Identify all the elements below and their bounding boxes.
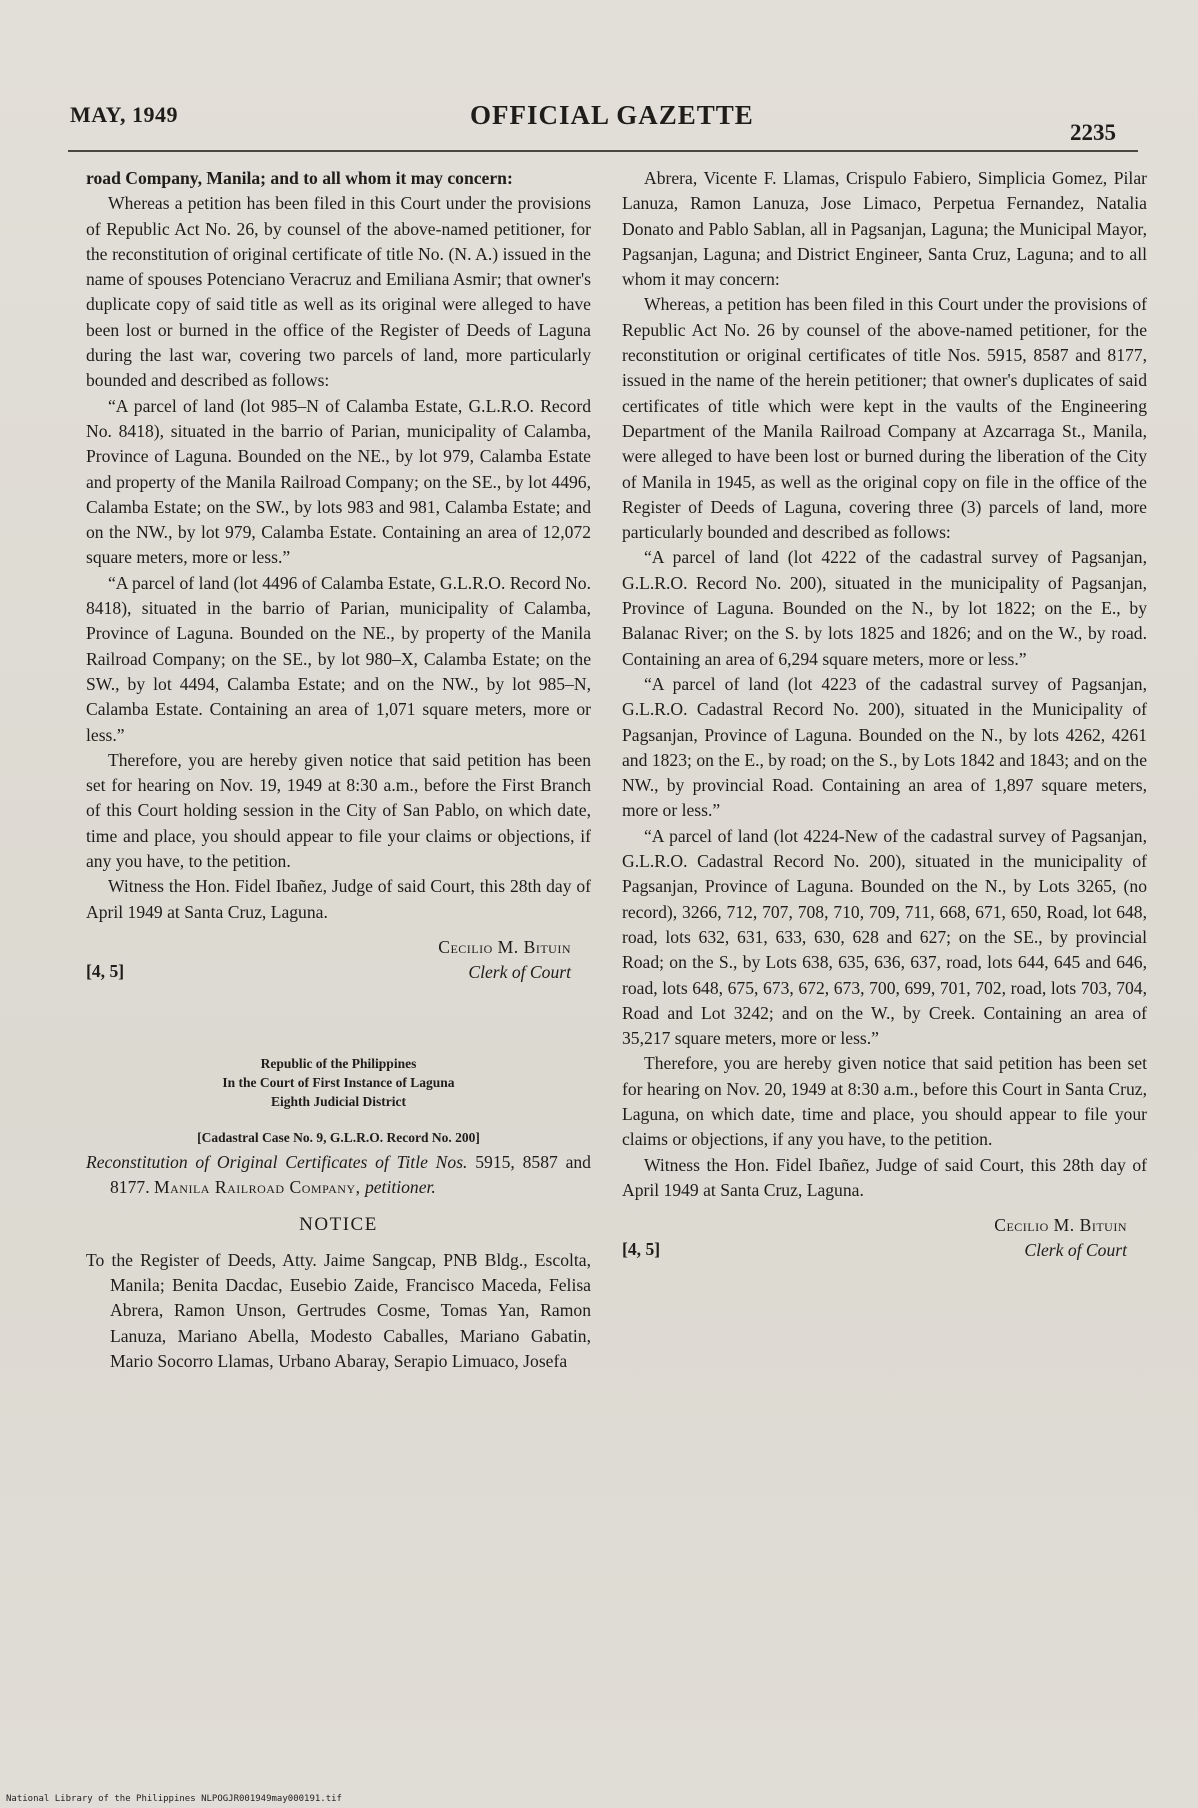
- scan-footer: [6, 1794, 342, 1804]
- page-number: 2235: [1070, 120, 1116, 145]
- addressees-continued: Abrera, Vicente F. Llamas, Crispulo Fabiero, Simplicia Gomez, Pilar Lanuza, Ramon Lanuza, Jose Limaco, Perpetua Fernandez, Natalia Donato and Pablo Sablan, all in Pagsanjan, Laguna; the Municipal Mayor, Pagsanjan, Laguna; and District Engineer, Santa Cruz, Laguna; and to all whom it may concern:: [622, 168, 1147, 290]
- whereas-paragraph: Whereas, a petition has been filed in this Court under the provisions of Republic Act No. 26 by counsel of the above-named petitioner, for the reconstitution or original certificates of title Nos. 5915, 8587 and 8177, issued in the name of the herein petitioner; that owner's duplicates of said certificates of title which were kept in the vaults of the Engineering Department of the Manila Railroad Company at Azcarraga St., Manila, were alleged to have been lost or burned during the liberation of the City of Manila in 1945, as well as the original copy on file in the office of the Register of Deeds of Laguna, covering three (3) parcels of land, more particularly bounded and described as follows:: [622, 294, 1147, 543]
- scan-file: NLPOGJR001949may000191.tif: [201, 1794, 342, 1804]
- recon-role: petitioner.: [364, 1177, 436, 1198]
- intro-paragraph: road Company, Manila; and to all whom it may concern:: [86, 168, 513, 188]
- whereas-paragraph: Whereas a petition has been filed in this Court under the provisions of Republic Act No. 26, by counsel of the above-named petitioner, for the reconstitution of original certificate of title No. (N. A.) issued in the name of spouses Potenciano Veracruz and Emiliana Asmir; that owner's duplicate copy of said title as well as its original were alleged to have been lost or burned in the office of the Register of Deeds of Laguna during the last war, covering two parcels of land, more particularly bounded and described as follows:: [86, 193, 591, 391]
- parcel-description-1: “A parcel of land (lot 985–N of Calamba Estate, G.L.R.O. Record No. 8418), situated in the barrio of Parian, municipality of Calamba, Province of Laguna. Bounded on the NE., by lot 979, Calamba Estate and property of the Manila Railroad Company; on the SE., by lot 4496, Calamba Estate; on the SW., by lots 983 and 981, Calamba Estate; and on the NW., by lot 979, Calamba Estate. Containing an area of 12,072 square meters, more or less.”: [86, 395, 591, 568]
- left-column: [86, 166, 591, 1374]
- recon-numbers: 5915, 8587 and 8177.: [110, 1151, 591, 1198]
- signatory-name: Cecilio M. Bituin: [438, 936, 571, 957]
- parcel-description-2: “A parcel of land (lot 4223 of the cadastral survey of Pagsanjan, G.L.R.O. Cadastral Record No. 200), situated in the Municipality of Pagsanjan, Province of Laguna. Bounded on the N., by lots 4262, 4261 and 1823; on the E., by road; on the S., by Lots 1842 and 1843; and on the NW., by provincial Road. Containing an area of 1,897 square meters, more or less.”: [622, 673, 1147, 821]
- court-header-line: Republic of the Philippines: [260, 1055, 417, 1071]
- right-column: [622, 166, 1147, 1264]
- addressees-paragraph: To the Register of Deeds, Atty. Jaime Sangcap, PNB Bldg., Escolta, Manila; Benita Dacdac, Eusebio Zaide, Francisco Maceda, Felisa Abrera, Ramon Unson, Gertrudes Cosme, Tomas Yan, Ramon Lanuza, Mariano Abella, Modesto Caballes, Mariano Gabatin, Mario Socorro Llamas, Urbano Abaray, Serapio Limuaco, Josefa: [86, 1249, 591, 1371]
- recon-party: Manila Railroad Company,: [154, 1177, 361, 1198]
- publication-title: OFFICIAL GAZETTE: [470, 100, 754, 130]
- witness-paragraph: Witness the Hon. Fidel Ibañez, Judge of said Court, this 28th day of April 1949 at Santa Cruz, Laguna.: [86, 876, 591, 922]
- signatory: [994, 1213, 1147, 1264]
- parcel-description-3: “A parcel of land (lot 4224-New of the cadastral survey of Pagsanjan, G.L.R.O. Cadastral Record No. 200), situated in the municipality of Pagsanjan, Province of Laguna. Bounded on the N., by Lots 3265, (no record), 3266, 712, 707, 708, 710, 709, 711, 668, 671, 650, Road, lot 648, road, lots 632, 631, 633, 630, 628 and 627; on the SE., by provincial Road; on the S., by Lots 638, 635, 636, 637, road, lots 644, 645 and 646, road, lots 648, 675, 673, 672, 673, 700, 699, 701, 702, road, lots 703, 704, Road and Lot 3242; and on the W., by Creek. Containing an area of 35,217 square meters, more or less.”: [622, 825, 1147, 1049]
- therefore-paragraph: Therefore, you are hereby given notice that said petition has been set for hearing on Nov. 19, 1949 at 8:30 a.m., before the First Branch of this Court holding session in the City of San Pablo, on which date, time and place, you should appear to file your claims or objections, if any you have, to the petition.: [86, 749, 591, 872]
- header-rule: [68, 150, 1138, 152]
- witness-paragraph: Witness the Hon. Fidel Ibañez, Judge of said Court, this 28th day of April 1949 at Santa Cruz, Laguna.: [622, 1154, 1147, 1200]
- court-header-line: In the Court of First Instance of Laguna: [222, 1074, 455, 1090]
- signatory: [438, 935, 591, 986]
- signature-block: [622, 1213, 1147, 1264]
- issue-reference: [4, 5]: [622, 1239, 661, 1260]
- court-header-line: Eighth Judicial District: [270, 1093, 406, 1109]
- scan-source: National Library of the Philippines: [6, 1794, 196, 1804]
- signatory-role: Clerk of Court: [468, 962, 571, 983]
- court-header: [86, 1054, 591, 1111]
- parcel-description-2: “A parcel of land (lot 4496 of Calamba Estate, G.L.R.O. Record No. 8418), situated in the barrio of Parian, municipality of Calamba, Province of Laguna. Bounded on the NE., by property of the Manila Railroad Company; on the SE., by lot 980–X, Calamba Estate; on the SW., by lot 4494, Calamba Estate; and on the NW., by lot 985–N, Calamba Estate. Containing an area of 1,071 square meters, more or less.”: [86, 572, 591, 745]
- issue-reference: [4, 5]: [86, 960, 125, 981]
- parcel-description-1: “A parcel of land (lot 4222 of the cadastral survey of Pagsanjan, G.L.R.O. Record No. 200), situated in the municipality of Pagsanjan, Province of Laguna. Bounded on the N., by lot 1822; on the E., by Balanac River; on the S. by lots 1825 and 1826; and on the W., by road. Containing an area of 6,294 square meters, more or less.”: [622, 547, 1147, 669]
- issue-date: MAY, 1949: [70, 102, 179, 127]
- reconstitution-title: [86, 1150, 591, 1201]
- case-number: [Cadastral Case No. 9, G.L.R.O. Record No. 200]: [197, 1129, 480, 1145]
- signatory-role: Clerk of Court: [1024, 1240, 1127, 1261]
- notice-heading: NOTICE: [299, 1214, 378, 1236]
- therefore-paragraph: Therefore, you are hereby given notice that said petition has been set for hearing on Nov. 20, 1949 at 8:30 a.m., before this Court in Santa Cruz, Laguna, on which date, time and place, you should appear to file your claims or objections, if any you have, to the petition.: [622, 1053, 1147, 1150]
- signatory-name: Cecilio M. Bituin: [994, 1215, 1127, 1236]
- signature-block: [86, 935, 591, 986]
- recon-title-text: Reconstitution of Original Certificates of Title Nos.: [86, 1151, 468, 1172]
